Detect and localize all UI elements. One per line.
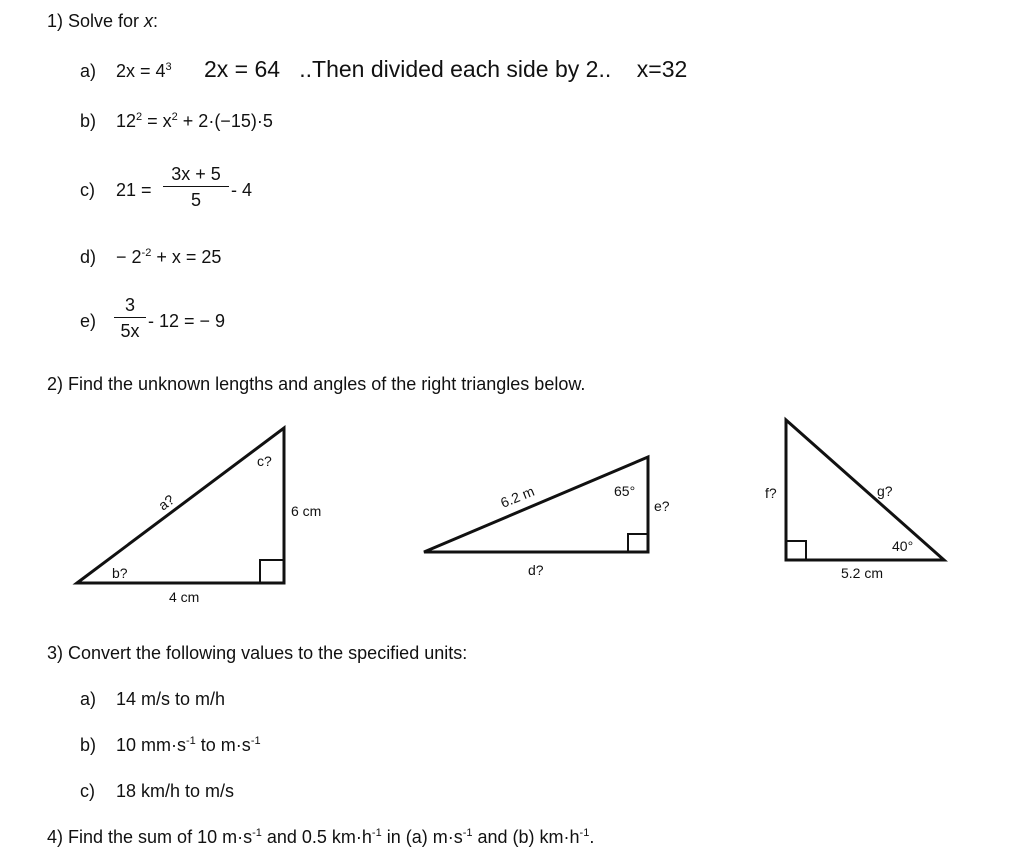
triangle-3-vertical-side-label: f?: [765, 485, 777, 501]
q4-part3: in (a) m·s: [381, 827, 463, 847]
q3-title: 3) Convert the following values to the specified units:: [47, 643, 468, 663]
triangle-2: [424, 457, 670, 578]
q4-exp2: -1: [371, 827, 382, 839]
q1e-fraction: [114, 296, 146, 340]
triangle-3-right-angle-mark: [786, 541, 806, 560]
q3a-text: 14 m/s to m/h: [116, 689, 226, 709]
q4-part4: and (b) km·h: [472, 827, 580, 847]
q3b-part1: 10 mm·s: [116, 735, 187, 755]
q1d-label: d): [80, 247, 97, 267]
q3c-text: 18 km/h to m/s: [116, 781, 235, 801]
q1b-exp2: 2: [171, 111, 178, 123]
q1c-label: c): [80, 180, 95, 200]
q1b-part3: + 2·(−15)·5: [177, 111, 273, 131]
triangle-1-left-angle-label: b?: [112, 565, 128, 581]
triangle-3-right-angle-label: 40°: [892, 538, 914, 554]
q3b-text: [116, 736, 261, 754]
q1a-expr-exp: 3: [165, 61, 172, 73]
triangle-1-top-angle-label: c?: [257, 453, 272, 469]
triangle-1-shape: [77, 428, 284, 583]
triangle-2-hypotenuse-label: 6.2 m: [498, 482, 537, 511]
q1b-part2: = x: [142, 111, 172, 131]
triangle-1: [77, 428, 321, 605]
q3a-label: a): [80, 689, 97, 709]
q3c-label: c): [80, 781, 95, 801]
q1a-typed-answer: 2x = 64 ..Then divided each side by 2.. x=32: [204, 56, 688, 82]
q4-part2: and 0.5 km·h: [261, 827, 372, 847]
q1c-denominator: 5: [190, 190, 201, 210]
triangle-3: [765, 420, 944, 581]
q1-title-suffix: :: [153, 11, 159, 31]
q1a-expression: [116, 62, 172, 80]
triangle-1-horizontal-side-label: 4 cm: [169, 589, 200, 605]
triangle-1-hypotenuse-label: a?: [155, 491, 178, 514]
triangle-1-vertical-side-label: 6 cm: [291, 503, 322, 519]
triangle-2-horizontal-side-label: d?: [528, 562, 544, 578]
triangle-3-shape: [786, 420, 944, 560]
triangle-1-right-angle-mark: [260, 560, 284, 583]
q4-exp3: -1: [462, 827, 473, 839]
q1a-label: a): [80, 61, 97, 81]
q1e-label: e): [80, 311, 97, 331]
q2-title: 2) Find the unknown lengths and angles of the right triangles below.: [47, 374, 586, 394]
q1e-numerator: 3: [114, 296, 146, 318]
triangle-2-top-angle-label: 65°: [614, 483, 636, 499]
q1b-part1: 12: [116, 111, 137, 131]
q4-exp4: -1: [579, 827, 590, 839]
q1c-numerator: 3x + 5: [163, 165, 229, 187]
q3b-exp1: -1: [186, 735, 196, 747]
q1b-label: b): [80, 111, 97, 131]
q1c-rhs: - 4: [231, 180, 253, 200]
q1c-lhs: 21 =: [116, 180, 152, 200]
triangle-2-shape: [424, 457, 648, 552]
q1d-part1: − 2: [116, 247, 142, 267]
triangle-2-right-angle-mark: [628, 534, 648, 552]
q1d-exp1: -2: [141, 247, 152, 259]
q1b-exp1: 2: [136, 111, 143, 123]
q4-part5: .: [589, 827, 595, 847]
q3b-label: b): [80, 735, 97, 755]
q1-title-var: x: [144, 11, 154, 31]
q1d-part2: + x = 25: [151, 247, 222, 267]
q3b-exp2: -1: [250, 735, 261, 747]
triangle-2-vertical-side-label: e?: [654, 498, 670, 514]
q1c-fraction: [163, 165, 229, 209]
q4-exp1: -1: [252, 827, 262, 839]
q1d-expression: [116, 248, 221, 266]
q1e-rhs: - 12 = − 9: [148, 311, 226, 331]
triangles-figure: [0, 410, 1024, 650]
q4-text: [47, 828, 594, 846]
q1-title-prefix: 1) Solve for: [47, 11, 145, 31]
q4-part1: 4) Find the sum of 10 m·s: [47, 827, 253, 847]
triangle-3-hypotenuse-label: g?: [877, 483, 893, 499]
q1b-expression: [116, 112, 273, 130]
triangle-3-horizontal-side-label: 5.2 cm: [841, 565, 884, 581]
q1-title: [47, 12, 158, 30]
q1a-expr-base: 2x = 4: [116, 61, 166, 81]
q3b-part2: to m·s: [195, 735, 251, 755]
q1e-denominator: 5x: [120, 321, 140, 341]
